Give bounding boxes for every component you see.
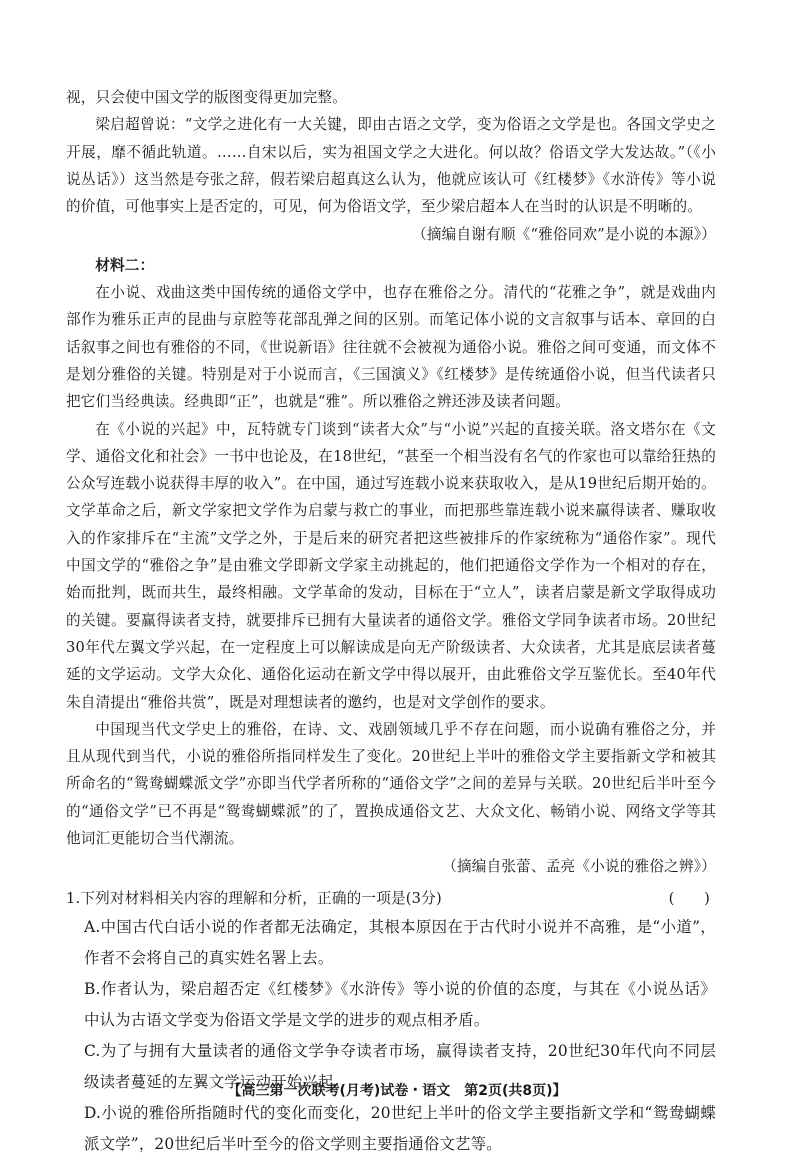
option-label: C. [84, 1041, 101, 1060]
option-b [66, 974, 716, 1036]
exam-page [66, 84, 716, 1160]
option-text: 小说的雅俗所指随时代的变化而变化，20世纪上半叶的俗文学主要指新文学和“鸳鸯蝴蝶派文学”，20世纪后半叶至今的俗文学则主要指通俗文艺等。 [84, 1103, 716, 1153]
paragraph-huaya: 在小说、戏曲这类中国传统的通俗文学中，也存在雅俗之分。清代的“花雅之争”，就是戏曲内部作为雅乐正声的昆曲与京腔等花部乱弹之间的区别。而笔记体小说的文言叙事与话本、章回的白话叙事之间也有雅俗的不同，《世说新语》往往就不会被视为通俗小说。雅俗之间可变通，而文体不是划分雅俗的关键。特别是对于小说而言，《三国演义》《红楼梦》是传统通俗小说，但当代读者只把它们当经典读。经典即“正”，也就是“雅”。所以雅俗之辨还涉及读者问题。 [66, 284, 716, 411]
question-1 [66, 885, 716, 1160]
paragraph-liang-qichao: 梁启超曾说：“文学之进化有一大关键，即由古语之文学，变为俗语之文学是也。各国文学史之开展，靡不循此轨道。……自宋以后，实为祖国文学之大进化。何以故？俗语文学大发达故。”（《小说丛话》）这当然是夸张之辞，假若梁启超真这么认为，他就应该认可《红楼梦》《水浒传》等小说的价值，可他事实上是否定的，可见，何为俗语文学，至少梁启超本人在当时的认识是不明晰的。 [66, 116, 716, 216]
page-footer: 【高三第一次联考(月考)试卷・语文 第2页(共8页)】 [227, 1083, 567, 1099]
material-two-heading: 材料二： [95, 256, 155, 274]
option-a [66, 912, 716, 974]
option-label: A. [84, 917, 101, 936]
option-d [66, 1098, 716, 1160]
option-text: 中国古代白话小说的作者都无法确定，其根本原因在于古代时小说并不高雅，是“小道”，作者不会将自己的真实姓名署上去。 [84, 917, 716, 967]
paragraph-readers: 在《小说的兴起》中，瓦特就专门谈到“读者大众”与“小说”兴起的直接关联。洛文塔尔在《文学、通俗文化和社会》一书中也论及，在18世纪，“甚至一个相当没有名气的作家也可以靠给狂热的公众写连载小说获得丰厚的收入”。在中国，通过写连载小说来获取收入，是从19世纪后期开始的。文学革命之后，新文学家把文学作为启蒙与救亡的事业，而把那些靠连载小说来赢得读者、赚取收入的作家排斥在“主流”文学之外，于是后来的研究者把这些被排斥的作家统称为“通俗作家”。现代中国文学的“雅俗之争”是由雅文学即新文学家主动挑起的，他们把通俗文学作为一个相对的存在，始而批判，既而共生，最终相融。文学革命的发动，目标在于“立人”，读者启蒙是新文学取得成功的关键。要赢得读者支持，就要排斥已拥有大量读者的通俗文学。雅俗文学同争读者市场。20世纪30年代左翼文学兴起，在一定程度上可以解读成是向无产阶级读者、大众读者，尤其是底层读者蔓延的文学运动。文学大众化、通俗化运动在新文学中得以展开，由此雅俗文学互鉴优长。至40年代朱自清提出“雅俗共赏”，既是对理想读者的邀约，也是对文学创作的要求。 [66, 420, 716, 711]
source-citation-1: （摘编自谢有顺《“雅俗同欢”是小说的本源》） [412, 226, 716, 244]
option-label: B. [84, 979, 101, 998]
question-stem-row [66, 885, 716, 912]
answer-bracket: ( ) [668, 889, 710, 907]
source-citation-2: （摘编自张蕾、孟亮《小说的雅俗之辨》） [442, 858, 716, 876]
option-label: D. [84, 1103, 102, 1122]
question-stem: 1.下列对材料相关内容的理解和分析，正确的一项是(3分) [66, 889, 442, 907]
option-text: 为了与拥有大量读者的通俗文学争夺读者市场，赢得读者支持，20世纪30年代向不同层级读者蔓延的左翼文学运动开始兴起。 [84, 1041, 716, 1091]
paragraph-modern-novel: 中国现当代文学史上的雅俗，在诗、文、戏剧领域几乎不存在问题，而小说确有雅俗之分，并且从现代到当代，小说的雅俗所指同样发生了变化。20世纪上半叶的雅俗文学主要指新文学和被其所命名的“鸳鸯蝴蝶派文学”亦即当代学者所称的“通俗文学”之间的差异与关联。20世纪后半叶至今的“通俗文学”已不再是“鸳鸯蝴蝶派”的了，置换成通俗文艺、大众文化、畅销小说、网络文学等其他词汇更能切合当代潮流。 [66, 720, 716, 848]
option-text: 作者认为，梁启超否定《红楼梦》《水浒传》等小说的价值的态度，与其在《小说丛话》中认为古语文学变为俗语文学是文学的进步的观点相矛盾。 [84, 979, 716, 1029]
paragraph-continued: 视，只会使中国文学的版图变得更加完整。 [66, 89, 348, 106]
